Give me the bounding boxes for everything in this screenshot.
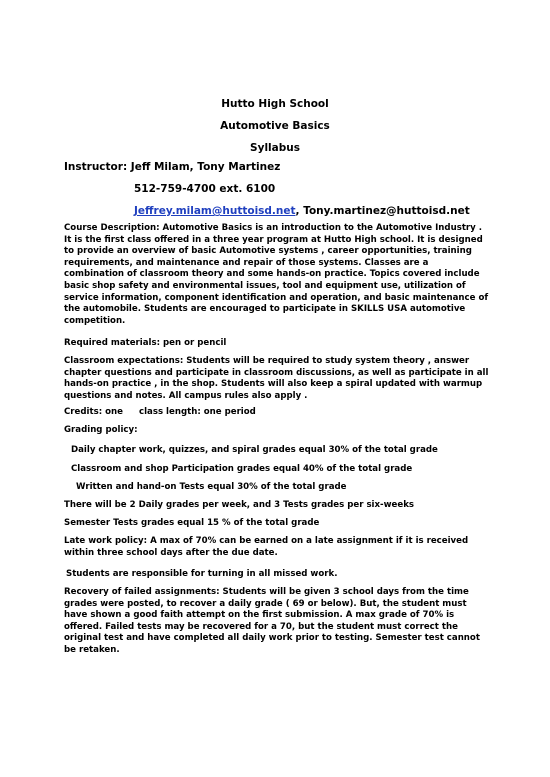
- classroom-expectations: Classroom expectations: Students will be required to study system theory , answer chapter questions and participate in classroom discussions, as well as participate in all hands-on practice , in the shop. Students will also keep a spiral updated with warmup questions and notes. All campus rules also apply .: [64, 356, 489, 401]
- instructor-line: [64, 161, 280, 173]
- required-materials: Required materials: pen or pencil: [64, 338, 227, 348]
- late-work-policy: Late work policy: A max of 70% can be earned on a late assignment if it is received within three school days after the due date.: [64, 536, 469, 558]
- missed-work-note: Students are responsible for turning in all missed work.: [66, 569, 338, 579]
- credits-line: [64, 407, 489, 419]
- document-type: Syllabus: [250, 142, 300, 154]
- recovery-policy: Recovery of failed assignments: Students will be given 3 school days from the time grades were posted, to recover a daily grade ( 69 or below). But, the student must have shown a good faith attempt on the first submission. A max grade of 70% is offered. Failed tests may be recovered for a 70, but the student must correct the original test and have completed all daily work prior to testing. Semester test cannot be retaken.: [64, 587, 480, 655]
- grading-item-daily: Daily chapter work, quizzes, and spiral grades equal 30% of the total grade: [71, 445, 438, 455]
- class-length-text: class length: one period: [138, 407, 256, 417]
- email-separator: ,: [295, 205, 304, 217]
- credits-text: Credits: one: [64, 407, 123, 417]
- instructor-names: Jeff Milam, Tony Martinez: [130, 161, 281, 173]
- grading-policy-label: Grading policy:: [64, 425, 138, 435]
- semester-tests-note: Semester Tests grades equal 15 % of the total grade: [64, 518, 320, 528]
- school-name: Hutto High School: [221, 98, 329, 110]
- course-description: Course Description: Automotive Basics is an introduction to the Automotive Industry . It is the first class offered in a three year program at Hutto High school. It is designed to provide an overview of basic Automotive systems , career opportunities, training requirements, and maintenance and repair of those systems. Classes are a combination of classroom theory and some hands-on practice. Topics covered include basic shop safety and environmental issues, tool and equipment use, utilization of service information, component identification and operation, and basic maintenance of the automobile. Students are encouraged to participate in SKILLS USA automotive competition.: [64, 223, 489, 326]
- grading-item-participation: Classroom and shop Participation grades equal 40% of the total grade: [71, 464, 413, 474]
- email-martinez: Tony.martinez@huttoisd.net: [303, 205, 470, 217]
- course-title: Automotive Basics: [220, 120, 330, 132]
- instructor-phone: 512-759-4700 ext. 6100: [134, 183, 276, 195]
- grading-item-tests: Written and hand-on Tests equal 30% of the total grade: [76, 482, 347, 492]
- email-link-milam[interactable]: Jeffrey.milam@huttoisd.net: [134, 205, 296, 217]
- instructor-emails: [134, 205, 470, 217]
- instructor-label: Instructor:: [64, 161, 128, 173]
- daily-grades-note: There will be 2 Daily grades per week, and 3 Tests grades per six-weeks: [64, 500, 415, 510]
